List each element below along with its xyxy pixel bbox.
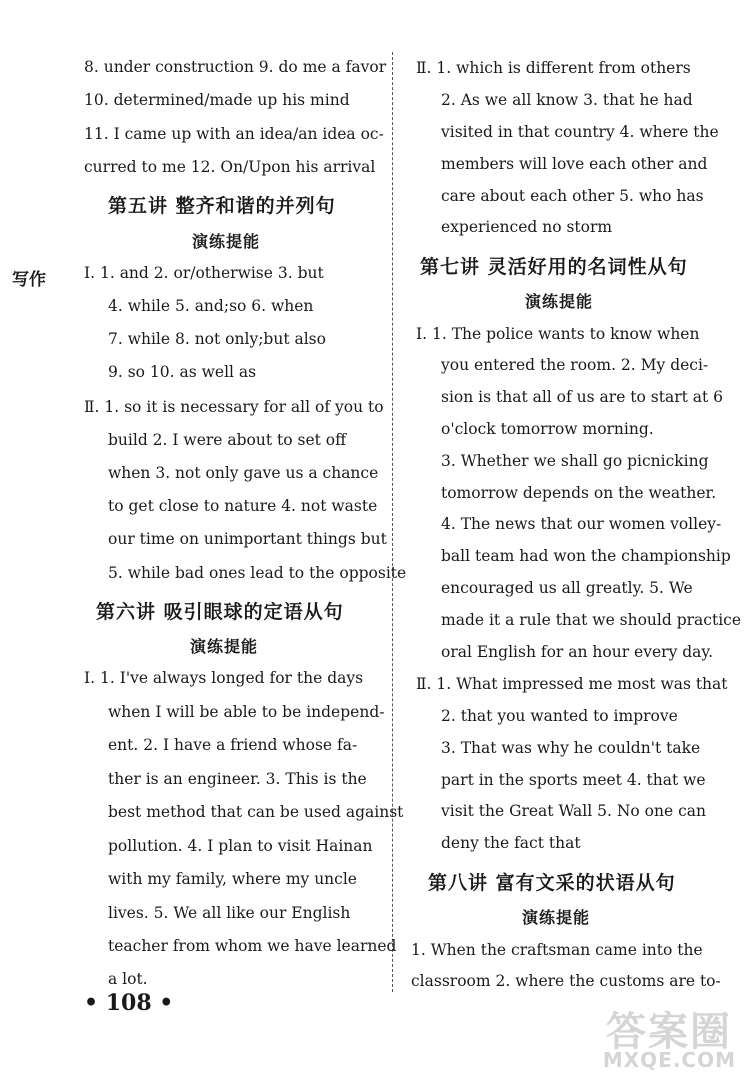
answer-line: with my family, where my uncle <box>108 870 357 888</box>
answer-line: 3. That was why he couldn't take <box>441 739 701 757</box>
answer-line: members will love each other and <box>441 155 708 173</box>
answer-line: 9. so 10. as well as <box>108 363 257 381</box>
lesson7-subtitle: 演练提能 <box>525 292 594 311</box>
side-label: 写作 <box>12 270 46 290</box>
answer-line: classroom 2. where the customs are to- <box>411 972 721 990</box>
answer-line: part in the sports meet 4. that we <box>441 771 706 789</box>
lesson7-title: 第七讲 灵活好用的名词性从句 <box>420 256 688 278</box>
answer-line: 3. Whether we shall go picnicking <box>441 452 709 470</box>
answer-line: when I will be able to be independ- <box>108 703 385 721</box>
answer-line: ball team had won the championship <box>441 547 731 565</box>
lesson6-title: 第六讲 吸引眼球的定语从句 <box>96 601 344 623</box>
answer-line: teacher from whom we have learned <box>108 937 397 955</box>
answer-line: 2. As we all know 3. that he had <box>441 91 693 109</box>
lesson6-subtitle: 演练提能 <box>190 637 259 656</box>
answer-line: 5. while bad ones lead to the opposite <box>108 564 407 582</box>
answer-line: lives. 5. We all like our English <box>108 904 351 922</box>
answer-line: o'clock tomorrow morning. <box>441 420 654 438</box>
answer-line: to get close to nature 4. not waste <box>108 497 378 515</box>
answer-line: 10. determined/made up his mind <box>84 91 350 109</box>
answer-line: ther is an engineer. 3. This is the <box>108 770 367 788</box>
answer-line: Ⅰ. 1. The police wants to know when <box>416 325 700 343</box>
answer-line: build 2. I were about to set off <box>108 431 347 449</box>
answer-line: experienced no storm <box>441 218 613 236</box>
answer-line: sion is that all of us are to start at 6 <box>441 388 724 406</box>
answer-line: 4. while 5. and;so 6. when <box>108 297 314 315</box>
answer-line: best method that can be used against <box>108 803 404 821</box>
answer-line: 2. that you wanted to improve <box>441 707 678 725</box>
answer-line: Ⅱ. 1. so it is necessary for all of you to <box>84 398 384 416</box>
answer-line: 11. I came up with an idea/an idea oc- <box>84 125 384 143</box>
lesson5-subtitle: 演练提能 <box>192 232 261 251</box>
lesson8-subtitle: 演练提能 <box>522 908 591 927</box>
answer-line: care about each other 5. who has <box>441 187 704 205</box>
answer-line: 1. When the craftsman came into the <box>411 941 703 959</box>
answer-line: when 3. not only gave us a chance <box>108 464 379 482</box>
answer-line: 8. under construction 9. do me a favor <box>84 58 387 76</box>
answer-line: oral English for an hour every day. <box>441 643 714 661</box>
answer-line: tomorrow depends on the weather. <box>441 484 717 502</box>
answer-line: pollution. 4. I plan to visit Hainan <box>108 837 373 855</box>
watermark-url: MXQE.COM <box>602 1048 736 1072</box>
answer-line: ent. 2. I have a friend whose fa- <box>108 736 358 754</box>
answer-line: Ⅰ. 1. I've always longed for the days <box>84 669 364 687</box>
answer-line: made it a rule that we should practice <box>441 611 742 629</box>
answer-line: 4. The news that our women volley- <box>441 515 722 533</box>
page-number: • 108 • <box>84 990 174 1016</box>
answer-line: Ⅱ. 1. What impressed me most was that <box>416 675 728 693</box>
lesson5-title: 第五讲 整齐和谐的并列句 <box>108 195 336 217</box>
answer-line: you entered the room. 2. My deci- <box>441 356 709 374</box>
answer-line: deny the fact that <box>441 834 581 852</box>
answer-line: visited in that country 4. where the <box>441 123 719 141</box>
answer-line: Ⅱ. 1. which is different from others <box>416 59 691 77</box>
watermark-logo: 答案圈 <box>606 1009 732 1055</box>
answer-line: visit the Great Wall 5. No one can <box>441 802 706 820</box>
watermark <box>592 1000 742 1080</box>
answer-line: 7. while 8. not only;but also <box>108 330 326 348</box>
answer-line: our time on unimportant things but <box>108 530 387 548</box>
answer-line: Ⅰ. 1. and 2. or/otherwise 3. but <box>84 264 324 282</box>
column-divider <box>392 52 393 992</box>
answer-line: curred to me 12. On/Upon his arrival <box>84 158 376 176</box>
lesson8-title: 第八讲 富有文采的状语从句 <box>428 872 676 894</box>
answer-line: encouraged us all greatly. 5. We <box>441 579 693 597</box>
answer-line: a lot. <box>108 970 148 988</box>
